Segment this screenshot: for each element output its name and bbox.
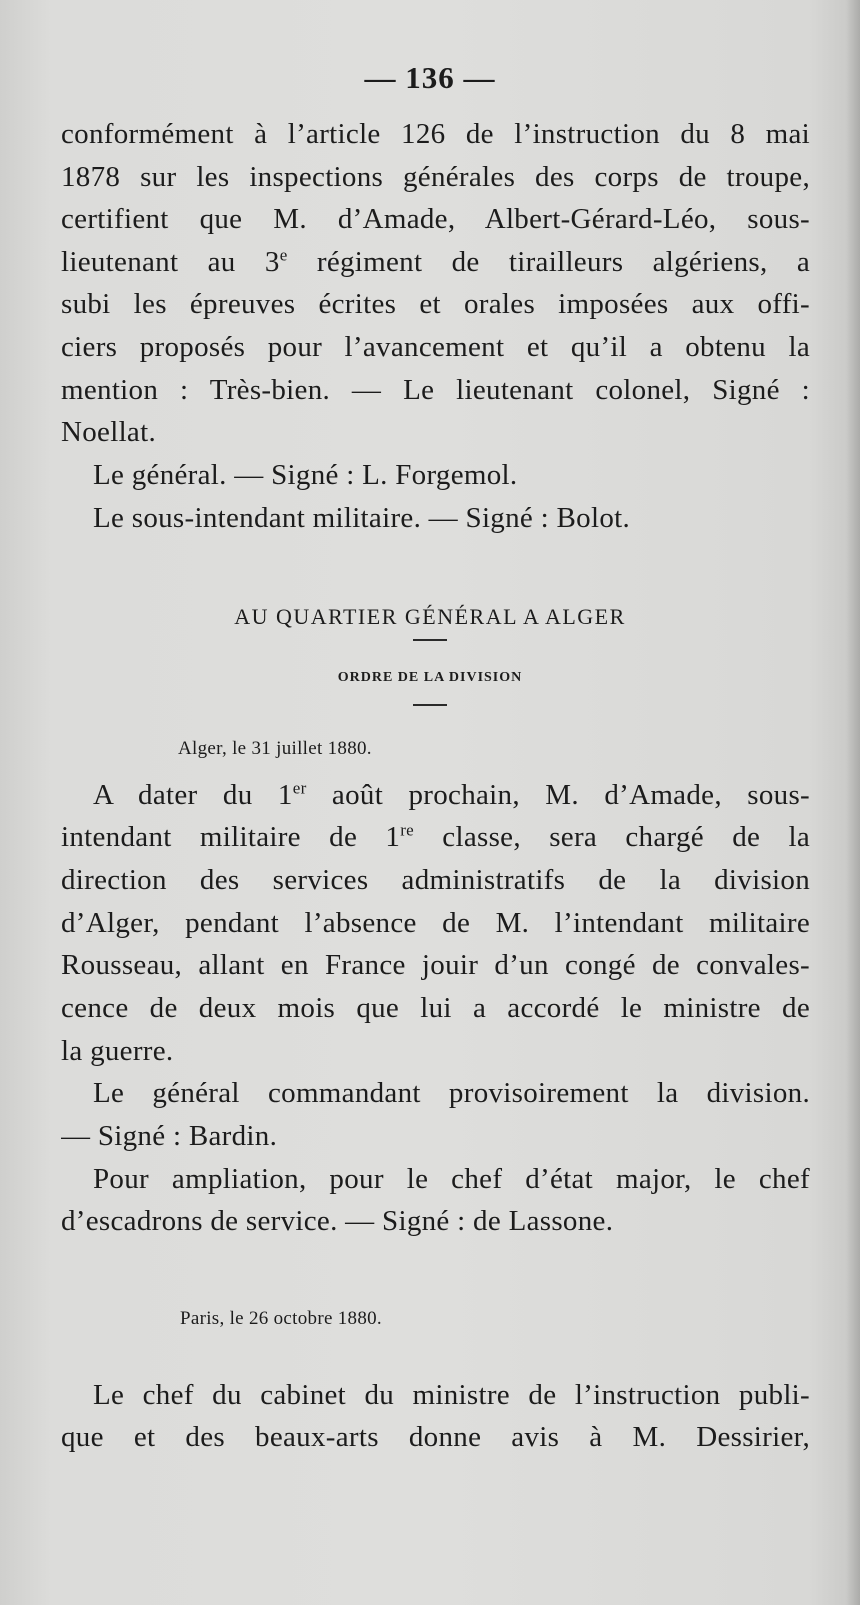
text-line: mention : Très-bien. — Le lieutenant colonel, Signé :	[61, 374, 810, 406]
divider-rule	[413, 704, 447, 706]
text-fragment: lieutenant au 3	[61, 246, 280, 278]
text-line: d’escadrons de service. — Signé : de Lassone.	[61, 1205, 614, 1237]
text-fragment: A dater du 1	[93, 779, 293, 811]
page-number: — 136 —	[364, 60, 496, 95]
superscript: e	[279, 245, 288, 265]
divider-rule	[413, 639, 447, 641]
text-line: Le général. — Signé : L. Forgemol.	[93, 459, 518, 491]
text-line: — Signé : Bardin.	[61, 1120, 278, 1152]
text-line: certifient que M. d’Amade, Albert-Gérard-Léo, sous-	[61, 203, 810, 235]
text-line	[93, 774, 810, 817]
section-subheading: ORDRE DE LA DIVISION	[337, 670, 523, 685]
superscript: re	[400, 820, 415, 840]
text-line: subi les épreuves écrites et orales imposées aux offi-	[61, 288, 810, 320]
text-fragment: août prochain, M. d’Amade, sous-	[306, 779, 810, 811]
section-heading: AU QUARTIER GÉNÉRAL A ALGER	[234, 604, 626, 629]
text-fragment: classe, sera chargé de la	[414, 821, 810, 853]
text-line: Le chef du cabinet du ministre de l’instruction publi-	[93, 1379, 810, 1411]
text-line: direction des services administratifs de la division	[61, 864, 810, 896]
text-line: que et des beaux-arts donne avis à M. Dessirier,	[61, 1421, 810, 1453]
text-line: Rousseau, allant en France jouir d’un congé de convales-	[61, 949, 810, 981]
text-line	[61, 241, 810, 284]
text-line: cence de deux mois que lui a accordé le ministre de	[61, 992, 810, 1024]
text-line: Le sous-intendant militaire. — Signé : Bolot.	[93, 502, 631, 534]
text-line: 1878 sur les inspections générales des corps de troupe,	[61, 161, 810, 193]
dateline: Paris, le 26 octobre 1880.	[180, 1308, 382, 1329]
text-fragment: régiment de tirailleurs algériens, a	[287, 246, 810, 278]
text-fragment: intendant militaire de 1	[61, 821, 401, 853]
text-line: Pour ampliation, pour le chef d’état major, le chef	[93, 1163, 810, 1195]
superscript: er	[292, 778, 307, 798]
text-line: conformément à l’article 126 de l’instruction du 8 mai	[61, 118, 810, 150]
text-line: la guerre.	[61, 1035, 174, 1067]
text-line	[61, 816, 810, 859]
text-line: Noellat.	[61, 416, 157, 448]
page-edge-shadow	[846, 0, 860, 1605]
text-line: ciers proposés pour l’avancement et qu’il a obtenu la	[61, 331, 810, 363]
text-line: d’Alger, pendant l’absence de M. l’intendant militaire	[61, 907, 810, 939]
dateline: Alger, le 31 juillet 1880.	[178, 738, 372, 759]
text-line: Le général commandant provisoirement la division.	[93, 1077, 810, 1109]
